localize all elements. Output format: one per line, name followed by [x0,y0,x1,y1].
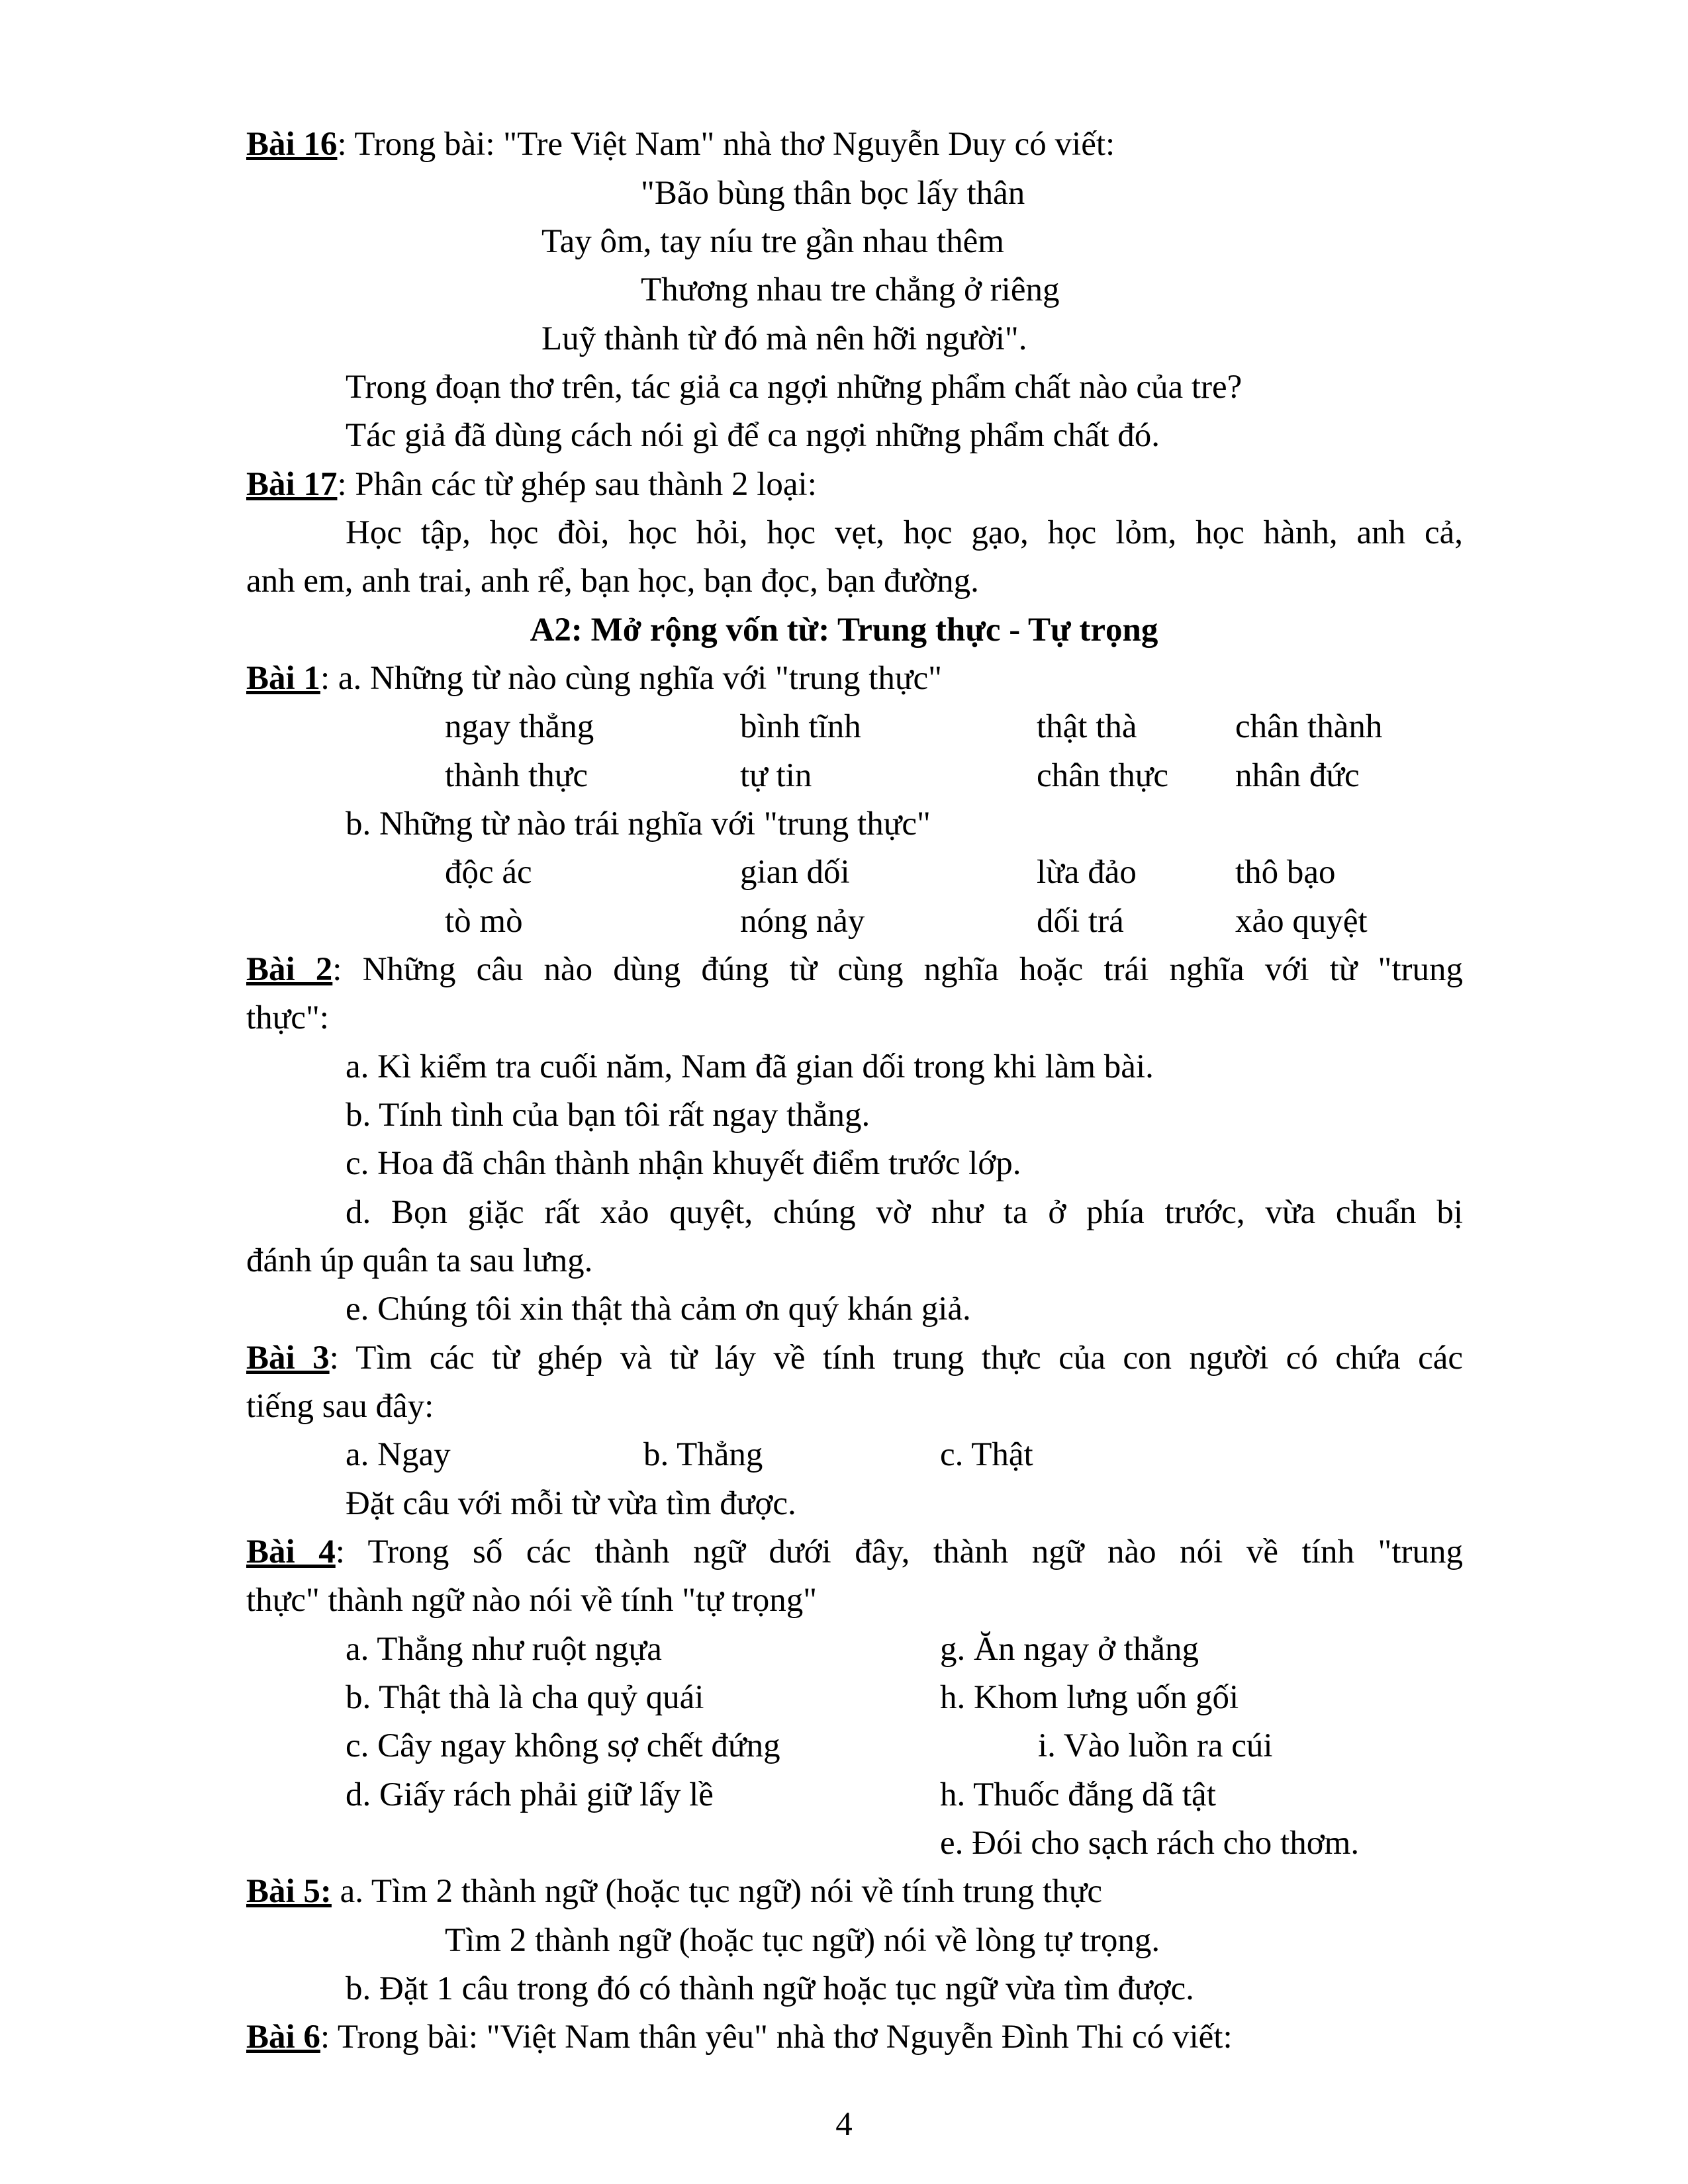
bai5-b: b. Đặt 1 câu trong đó có thành ngữ hoặc tục ngữ vừa tìm được. [346,1970,1194,2007]
bai4-idiom-right: h. Thuốc đắng dã tật [940,1776,1216,1813]
bai2-option-a: a. Kì kiểm tra cuối năm, Nam đã gian dối trong khi làm bài. [346,1048,1154,1085]
bai16-poem-line-3: Thương nhau tre chẳng ở riêng [641,271,1060,308]
bai1-b-word: độc ác [445,854,532,891]
bai1-a-text: : a. Những từ nào cùng nghĩa với "trung thực" [320,660,942,697]
bai3-heading [246,1338,1463,1378]
bai3-intro-1: : Tìm các từ ghép và từ láy về tính trung thực của con người có chứa các [329,1340,1464,1377]
bai1-b-word: xảo quyệt [1235,903,1368,940]
bai1-a-word: thành thực [445,757,588,794]
bai2-label: Bài 2 [246,951,333,988]
bai5-a-line-2: Tìm 2 thành ngữ (hoặc tục ngữ) nói về lòng tự trọng. [445,1922,1160,1959]
bai1-a-word: ngay thẳng [445,708,594,745]
page-number: 4 [835,2106,853,2143]
bai16-poem-line-1: "Bão bùng thân bọc lấy thân [641,175,1025,212]
bai4-idiom-left: c. Cây ngay không sợ chết đứng [346,1727,780,1764]
bai16-poem-line-2: Tay ôm, tay níu tre gần nhau thêm [541,223,1004,260]
section-title: A2: Mở rộng vốn từ: Trung thực - Tự trọng [530,612,1158,649]
bai2-option-e: e. Chúng tôi xin thật thà cảm ơn quý khán giả. [346,1291,971,1328]
bai1-a-word: tự tin [740,757,812,794]
bai2-option-d-line-2: đánh úp quân ta sau lưng. [246,1242,593,1279]
bai16-intro: : Trong bài: "Tre Việt Nam" nhà thơ Nguyễn Duy có viết: [337,126,1115,163]
bai1-b-word: lừa đảo [1037,854,1137,891]
bai4-idiom-left: a. Thẳng như ruột ngựa [346,1631,662,1668]
bai1-b-word: nóng nảy [740,903,865,940]
bai16-heading [246,124,1115,164]
bai17-intro: : Phân các từ ghép sau thành 2 loại: [337,466,817,503]
bai1-b-word: gian dối [740,854,850,891]
bai3-task: Đặt câu với mỗi từ vừa tìm được. [346,1485,796,1522]
bai17-line-2: anh em, anh trai, anh rể, bạn học, bạn đọc, bạn đường. [246,563,979,600]
bai4-idiom-right: i. Vào luồn ra cúi [1038,1727,1273,1764]
bai4-intro-1: : Trong số các thành ngữ dưới đây, thành ngữ nào nói về tính "trung [335,1533,1463,1570]
bai17-heading [246,465,817,504]
bai1-a-word: chân thực [1037,757,1168,794]
bai16-question-1: Trong đoạn thơ trên, tác giả ca ngợi những phẩm chất nào của tre? [346,369,1243,406]
bai4-idiom-right: h. Khom lưng uốn gối [940,1679,1239,1716]
bai6-intro: : Trong bài: "Việt Nam thân yêu" nhà thơ Nguyễn Đình Thi có viết: [320,2019,1233,2056]
bai6-label: Bài 6 [246,2019,320,2056]
bai3-option-c: c. Thật [940,1436,1033,1473]
bai3-intro-2: tiếng sau đây: [246,1388,434,1425]
bai2-option-d-line-1: d. Bọn giặc rất xảo quyệt, chúng vờ như ta ở phía trước, vừa chuẩn bị [346,1194,1463,1231]
bai1-b-word: thô bạo [1235,854,1336,891]
bai1-a-word: chân thành [1235,708,1383,745]
bai2-option-b: b. Tính tình của bạn tôi rất ngay thẳng. [346,1097,870,1134]
bai5-heading [246,1872,1102,1911]
bai3-option-b: b. Thẳng [643,1436,763,1473]
bai1-b-word: tò mò [445,903,523,940]
bai2-heading [246,950,1463,989]
bai4-idiom-right: g. Ăn ngay ở thẳng [940,1631,1199,1668]
bai3-option-a: a. Ngay [346,1436,451,1473]
bai2-option-c: c. Hoa đã chân thành nhận khuyết điểm trước lớp. [346,1145,1021,1182]
bai2-intro-1: : Những câu nào dùng đúng từ cùng nghĩa hoặc trái nghĩa với từ "trung [332,951,1464,988]
bai4-idiom-left: d. Giấy rách phải giữ lấy lề [346,1776,714,1813]
bai1-label: Bài 1 [246,660,320,697]
bai4-idiom-right: e. Đói cho sạch rách cho thơm. [940,1825,1360,1862]
bai16-label: Bài 16 [246,126,338,163]
bai5-a-line-1: a. Tìm 2 thành ngữ (hoặc tục ngữ) nói về tính trung thực [331,1873,1103,1910]
bai1-heading [246,659,942,698]
bai1-b-word: dối trá [1037,903,1124,940]
bai4-heading [246,1532,1463,1572]
bai6-heading [246,2017,1233,2057]
bai4-intro-2: thực" thành ngữ nào nói về tính "tự trọng" [246,1582,818,1619]
bai4-label: Bài 4 [246,1533,336,1570]
bai1-a-word: bình tĩnh [740,708,861,745]
bai4-idiom-left: b. Thật thà là cha quỷ quái [346,1679,704,1716]
bai17-line-1: Học tập, học đòi, học hỏi, học vẹt, học gạo, học lỏm, học hành, anh cả, [346,514,1463,551]
bai5-label: Bài 5: [246,1873,332,1910]
bai3-label: Bài 3 [246,1340,330,1377]
bai17-label: Bài 17 [246,466,338,503]
bai1-a-word: nhân đức [1235,757,1360,794]
bai1-b-text: b. Những từ nào trái nghĩa với "trung thực" [346,805,931,842]
bai1-a-word: thật thà [1037,708,1137,745]
bai16-question-2: Tác giả đã dùng cách nói gì để ca ngợi những phẩm chất đó. [346,417,1160,454]
bai16-poem-line-4: Luỹ thành từ đó mà nên hỡi người". [541,320,1027,357]
bai2-intro-2: thực": [246,999,329,1036]
